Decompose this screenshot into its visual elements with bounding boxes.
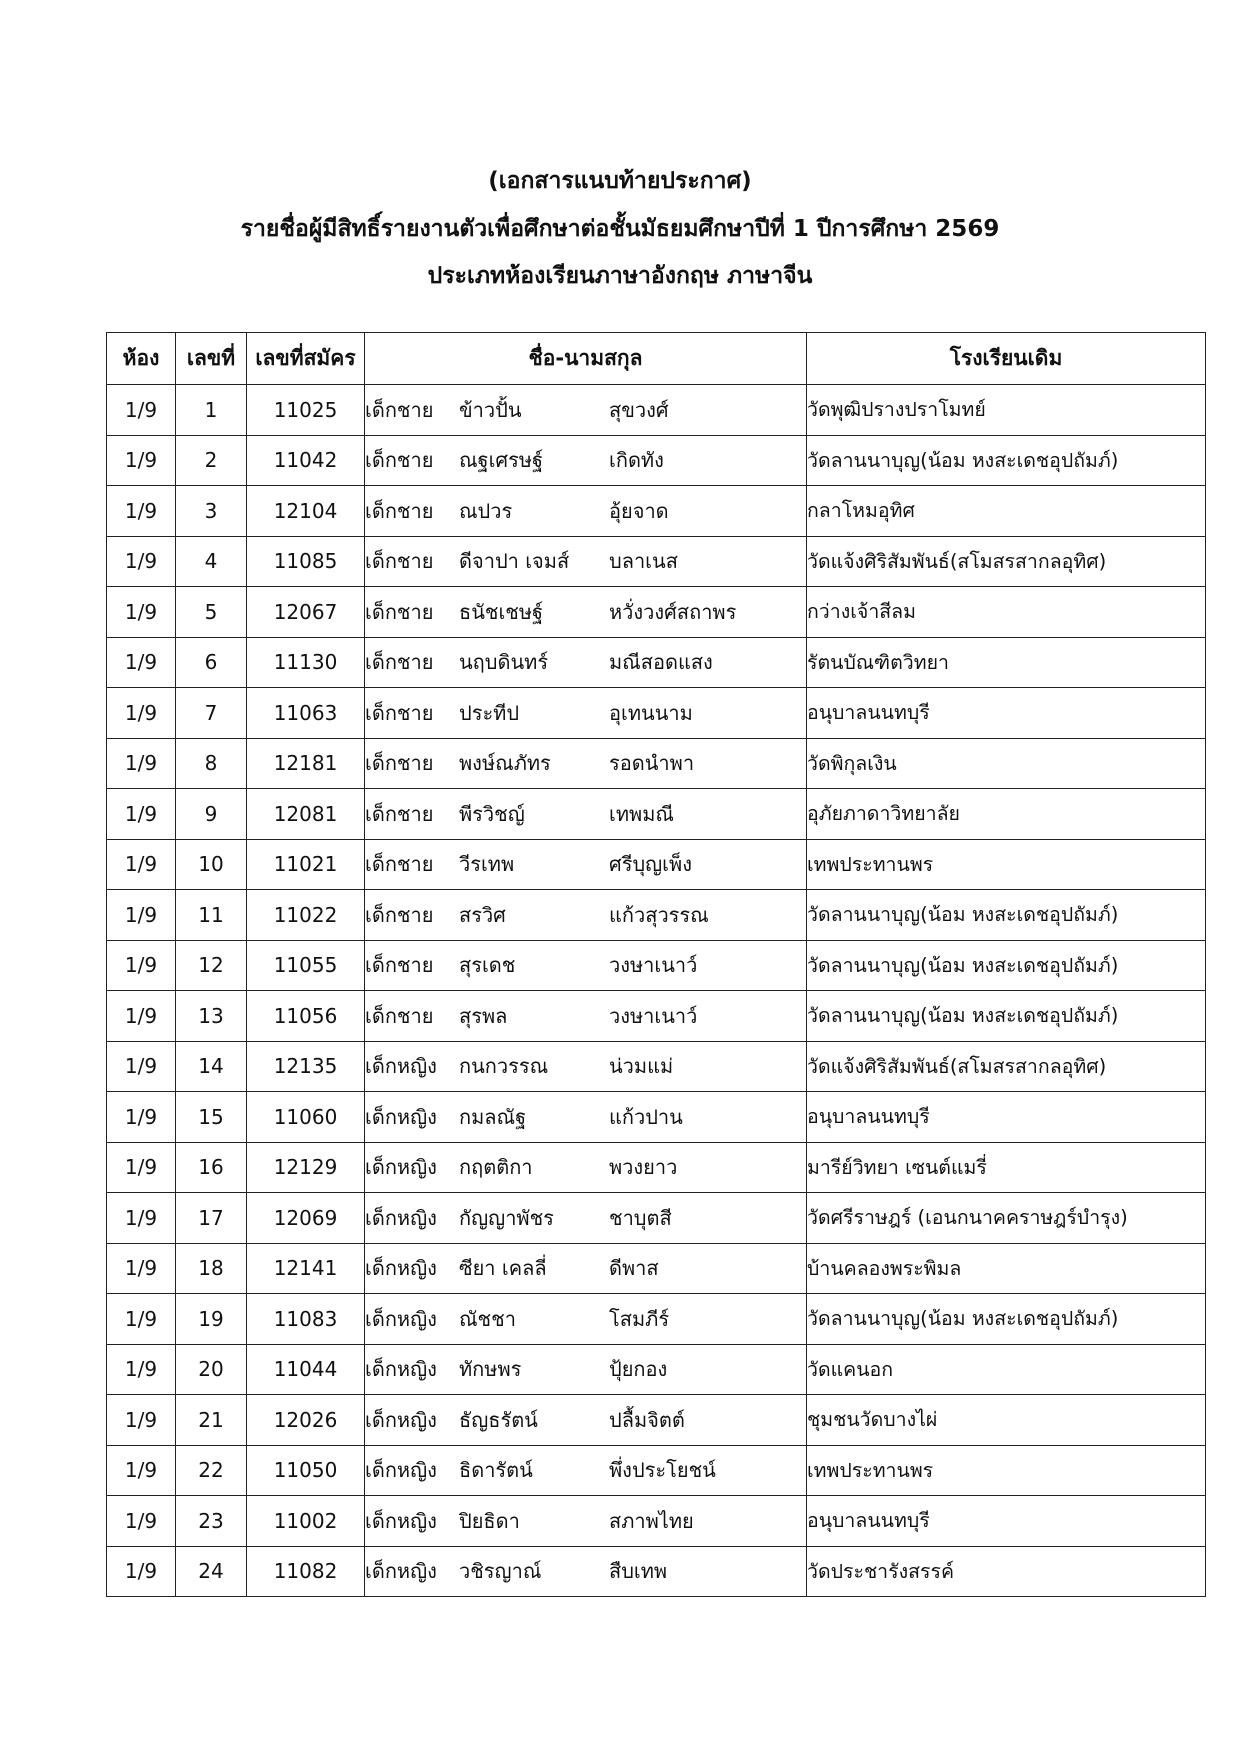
column-header-previous-school: โรงเรียนเดิม (807, 333, 1206, 385)
first-name: กมลณัฐ (459, 1104, 527, 1129)
cell-number: 22 (176, 1445, 247, 1496)
table-row (107, 940, 1206, 991)
cell-application-number: 12135 (247, 1041, 365, 1092)
cell-room: 1/9 (107, 688, 176, 739)
cell-room: 1/9 (107, 1041, 176, 1092)
table-row (107, 1294, 1206, 1345)
cell-number: 4 (176, 536, 247, 587)
name-prefix: เด็กชาย (365, 498, 434, 523)
cell-previous-school: วัดแคนอก (807, 1344, 1206, 1395)
cell-full-name (365, 536, 807, 587)
cell-application-number: 11082 (247, 1546, 365, 1597)
column-header-room: ห้อง (107, 333, 176, 385)
table-row (107, 1243, 1206, 1294)
cell-number: 16 (176, 1142, 247, 1193)
name-prefix: เด็กหญิง (365, 1559, 437, 1584)
cell-application-number: 11055 (247, 940, 365, 991)
last-name: สุขวงศ์ (609, 397, 669, 422)
name-prefix: เด็กหญิง (365, 1256, 437, 1281)
cell-previous-school: วัดลานนาบุญ(น้อม หงสะเดชอุปถัมภ์) (807, 890, 1206, 941)
cell-full-name (365, 486, 807, 537)
cell-previous-school: วัดลานนาบุญ(น้อม หงสะเดชอุปถัมภ์) (807, 435, 1206, 486)
cell-full-name (365, 637, 807, 688)
first-name: กัญญาพัชร (459, 1205, 554, 1230)
cell-number: 21 (176, 1395, 247, 1446)
first-name: ซียา เคลลี่ (459, 1256, 547, 1281)
cell-room: 1/9 (107, 1243, 176, 1294)
first-name: ปิยธิดา (459, 1508, 520, 1533)
table-row (107, 1193, 1206, 1244)
name-prefix: เด็กชาย (365, 902, 434, 927)
cell-application-number: 12129 (247, 1142, 365, 1193)
last-name: วงษาเนาว์ (609, 953, 698, 978)
name-prefix: เด็กชาย (365, 599, 434, 624)
name-prefix: เด็กหญิง (365, 1508, 437, 1533)
first-name: ทักษพร (459, 1357, 522, 1382)
cell-room: 1/9 (107, 486, 176, 537)
cell-application-number: 11022 (247, 890, 365, 941)
cell-room: 1/9 (107, 940, 176, 991)
column-header-application-number: เลขที่สมัคร (247, 333, 365, 385)
last-name: หวั่งวงศ์สถาพร (609, 599, 737, 624)
first-name: สรวิศ (459, 902, 506, 927)
last-name: ดีพาส (609, 1256, 659, 1281)
first-name: กฤตติกา (459, 1155, 533, 1180)
cell-previous-school: อนุบาลนนทบุรี (807, 688, 1206, 739)
table-body (107, 385, 1206, 1597)
cell-full-name (365, 890, 807, 941)
cell-room: 1/9 (107, 839, 176, 890)
column-header-number: เลขที่ (176, 333, 247, 385)
first-name: พีรวิชญ์ (459, 801, 525, 826)
cell-room: 1/9 (107, 435, 176, 486)
cell-full-name (365, 1294, 807, 1345)
cell-full-name (365, 1092, 807, 1143)
last-name: อุเทนนาม (609, 700, 693, 725)
cell-full-name (365, 1344, 807, 1395)
cell-full-name (365, 1041, 807, 1092)
name-prefix: เด็กชาย (365, 751, 434, 776)
cell-previous-school: วัดลานนาบุญ(น้อม หงสะเดชอุปถัมภ์) (807, 1294, 1206, 1345)
name-prefix: เด็กชาย (365, 650, 434, 675)
name-prefix: เด็กหญิง (365, 1205, 437, 1230)
cell-room: 1/9 (107, 1142, 176, 1193)
cell-application-number: 12141 (247, 1243, 365, 1294)
first-name: นฤบดินทร์ (459, 650, 549, 675)
table-row (107, 839, 1206, 890)
first-name: กนกวรรณ (459, 1054, 549, 1079)
name-prefix: เด็กหญิง (365, 1054, 437, 1079)
last-name: แก้วสุวรรณ (609, 902, 709, 927)
cell-application-number: 12067 (247, 587, 365, 638)
cell-previous-school: วัดพุฒิปรางปราโมทย์ (807, 385, 1206, 436)
cell-previous-school: วัดแจ้งศิริสัมพันธ์(สโมสรสากลอุทิศ) (807, 1041, 1206, 1092)
table-row (107, 890, 1206, 941)
cell-number: 18 (176, 1243, 247, 1294)
cell-number: 17 (176, 1193, 247, 1244)
cell-number: 14 (176, 1041, 247, 1092)
cell-full-name (365, 738, 807, 789)
cell-previous-school: อนุบาลนนทบุรี (807, 1496, 1206, 1547)
cell-number: 9 (176, 789, 247, 840)
cell-previous-school: มารีย์วิทยา เซนต์แมรี่ (807, 1142, 1206, 1193)
name-prefix: เด็กหญิง (365, 1306, 437, 1331)
cell-room: 1/9 (107, 536, 176, 587)
table-row (107, 991, 1206, 1042)
cell-number: 10 (176, 839, 247, 890)
table-row (107, 789, 1206, 840)
cell-full-name (365, 1395, 807, 1446)
cell-room: 1/9 (107, 385, 176, 436)
first-name: ดีจาปา เจมส์ (459, 549, 570, 574)
cell-application-number: 11060 (247, 1092, 365, 1143)
cell-room: 1/9 (107, 1546, 176, 1597)
cell-application-number: 11050 (247, 1445, 365, 1496)
cell-number: 7 (176, 688, 247, 739)
table-row (107, 688, 1206, 739)
name-prefix: เด็กชาย (365, 549, 434, 574)
table-row (107, 435, 1206, 486)
cell-number: 2 (176, 435, 247, 486)
cell-number: 3 (176, 486, 247, 537)
cell-full-name (365, 1546, 807, 1597)
cell-number: 12 (176, 940, 247, 991)
cell-full-name (365, 587, 807, 638)
last-name: เกิดทัง (609, 448, 664, 473)
cell-full-name (365, 435, 807, 486)
table-row (107, 738, 1206, 789)
table-row (107, 1041, 1206, 1092)
last-name: ปุ้ยกอง (609, 1357, 668, 1382)
cell-room: 1/9 (107, 890, 176, 941)
cell-full-name (365, 385, 807, 436)
last-name: ชาบุตสี (609, 1205, 672, 1230)
cell-room: 1/9 (107, 587, 176, 638)
cell-full-name (365, 789, 807, 840)
cell-previous-school: อุภัยภาดาวิทยาลัย (807, 789, 1206, 840)
cell-application-number: 11021 (247, 839, 365, 890)
first-name: สุรเดช (459, 953, 516, 978)
name-prefix: เด็กหญิง (365, 1155, 437, 1180)
cell-room: 1/9 (107, 1092, 176, 1143)
name-prefix: เด็กชาย (365, 953, 434, 978)
cell-number: 6 (176, 637, 247, 688)
first-name: ณฐเศรษฐ์ (459, 448, 544, 473)
name-prefix: เด็กหญิง (365, 1104, 437, 1129)
table-header-row (107, 333, 1206, 385)
cell-number: 11 (176, 890, 247, 941)
name-prefix: เด็กชาย (365, 448, 434, 473)
table-row (107, 637, 1206, 688)
cell-room: 1/9 (107, 738, 176, 789)
first-name: ประทีป (459, 700, 520, 725)
first-name: วีรเทพ (459, 852, 515, 877)
cell-previous-school: บ้านคลองพระพิมล (807, 1243, 1206, 1294)
cell-application-number: 11002 (247, 1496, 365, 1547)
last-name: สืบเทพ (609, 1559, 668, 1584)
name-prefix: เด็กชาย (365, 852, 434, 877)
cell-room: 1/9 (107, 1344, 176, 1395)
cell-number: 23 (176, 1496, 247, 1547)
last-name: แก้วปาน (609, 1104, 683, 1129)
cell-number: 19 (176, 1294, 247, 1345)
cell-number: 24 (176, 1546, 247, 1597)
cell-application-number: 12181 (247, 738, 365, 789)
cell-application-number: 11085 (247, 536, 365, 587)
cell-room: 1/9 (107, 1193, 176, 1244)
table-row (107, 1546, 1206, 1597)
cell-previous-school: ชุมชนวัดบางไผ่ (807, 1395, 1206, 1446)
cell-application-number: 11083 (247, 1294, 365, 1345)
cell-previous-school: อนุบาลนนทบุรี (807, 1092, 1206, 1143)
first-name: ณปวร (459, 498, 513, 523)
table-row (107, 587, 1206, 638)
cell-room: 1/9 (107, 1395, 176, 1446)
table-row (107, 385, 1206, 436)
cell-room: 1/9 (107, 1496, 176, 1547)
cell-number: 1 (176, 385, 247, 436)
cell-application-number: 12069 (247, 1193, 365, 1244)
cell-application-number: 11056 (247, 991, 365, 1042)
cell-previous-school: วัดลานนาบุญ(น้อม หงสะเดชอุปถัมภ์) (807, 991, 1206, 1042)
column-header-full-name: ชื่อ-นามสกุล (365, 333, 807, 385)
name-prefix: เด็กชาย (365, 801, 434, 826)
table-row (107, 536, 1206, 587)
cell-application-number: 12081 (247, 789, 365, 840)
first-name: ธัญธรัตน์ (459, 1407, 538, 1432)
first-name: ข้าวปั้น (459, 397, 522, 422)
cell-full-name (365, 1142, 807, 1193)
last-name: พึ่งประโยชน์ (609, 1458, 716, 1483)
cell-previous-school: เทพประทานพร (807, 839, 1206, 890)
cell-previous-school: วัดประชารังสรรค์ (807, 1546, 1206, 1597)
table-row (107, 1344, 1206, 1395)
name-prefix: เด็กหญิง (365, 1407, 437, 1432)
first-name: สุรพล (459, 1003, 508, 1028)
first-name: วชิรญาณ์ (459, 1559, 542, 1584)
cell-previous-school: วัดศรีราษฎร์ (เอนกนาคคราษฎร์บำรุง) (807, 1193, 1206, 1244)
cell-application-number: 11063 (247, 688, 365, 739)
cell-application-number: 12026 (247, 1395, 365, 1446)
cell-previous-school: กลาโหมอุทิศ (807, 486, 1206, 537)
cell-number: 13 (176, 991, 247, 1042)
cell-full-name (365, 839, 807, 890)
cell-room: 1/9 (107, 789, 176, 840)
first-name: ณัชชา (459, 1306, 516, 1331)
cell-application-number: 12104 (247, 486, 365, 537)
name-prefix: เด็กหญิง (365, 1458, 437, 1483)
cell-full-name (365, 1496, 807, 1547)
document-note-heading: (เอกสารแนบท้ายประกาศ) (488, 168, 752, 194)
cell-previous-school: วัดแจ้งศิริสัมพันธ์(สโมสรสากลอุทิศ) (807, 536, 1206, 587)
table-row (107, 1445, 1206, 1496)
name-prefix: เด็กหญิง (365, 1357, 437, 1382)
last-name: บลาเนส (609, 549, 678, 574)
cell-number: 20 (176, 1344, 247, 1395)
last-name: น่วมแม่ (609, 1054, 674, 1079)
name-prefix: เด็กชาย (365, 700, 434, 725)
cell-number: 5 (176, 587, 247, 638)
last-name: สภาพไทย (609, 1508, 694, 1533)
cell-full-name (365, 688, 807, 739)
last-name: มณีสอดแสง (609, 650, 713, 675)
cell-previous-school: เทพประทานพร (807, 1445, 1206, 1496)
cell-full-name (365, 940, 807, 991)
cell-full-name (365, 1193, 807, 1244)
last-name: รอดนำพา (609, 751, 695, 776)
cell-full-name (365, 991, 807, 1042)
cell-full-name (365, 1243, 807, 1294)
document-title: รายชื่อผู้มีสิทธิ์รายงานตัวเพื่อศึกษาต่อชั้นมัธยมศึกษาปีที่ 1 ปีการศึกษา 2569 (240, 216, 1000, 242)
last-name: เทพมณี (609, 801, 674, 826)
table-row (107, 1092, 1206, 1143)
first-name: พงษ์ณภัทร (459, 751, 551, 776)
cell-previous-school: รัตนบัณฑิตวิทยา (807, 637, 1206, 688)
cell-previous-school: วัดลานนาบุญ(น้อม หงสะเดชอุปถัมภ์) (807, 940, 1206, 991)
cell-previous-school: กว่างเจ้าสีลม (807, 587, 1206, 638)
cell-room: 1/9 (107, 637, 176, 688)
first-name: ธิดารัตน์ (459, 1458, 533, 1483)
cell-application-number: 11130 (247, 637, 365, 688)
name-prefix: เด็กชาย (365, 1003, 434, 1028)
cell-room: 1/9 (107, 1445, 176, 1496)
cell-room: 1/9 (107, 991, 176, 1042)
cell-application-number: 11025 (247, 385, 365, 436)
table-row (107, 486, 1206, 537)
cell-full-name (365, 1445, 807, 1496)
last-name: พวงยาว (609, 1155, 678, 1180)
name-prefix: เด็กชาย (365, 397, 434, 422)
student-roster-table (106, 332, 1206, 1597)
table-row (107, 1496, 1206, 1547)
cell-application-number: 11042 (247, 435, 365, 486)
last-name: โสมภีร์ (609, 1306, 670, 1331)
last-name: วงษาเนาว์ (609, 1003, 698, 1028)
first-name: ธนัชเชษฐ์ (459, 599, 544, 624)
cell-previous-school: วัดพิกุลเงิน (807, 738, 1206, 789)
cell-number: 8 (176, 738, 247, 789)
cell-number: 15 (176, 1092, 247, 1143)
document-subtitle: ประเภทห้องเรียนภาษาอังกฤษ ภาษาจีน (427, 263, 813, 289)
table-row (107, 1142, 1206, 1193)
last-name: ศรีบุญเพ็ง (609, 852, 692, 877)
cell-room: 1/9 (107, 1294, 176, 1345)
cell-application-number: 11044 (247, 1344, 365, 1395)
last-name: อุ้ยจาด (609, 498, 669, 523)
last-name: ปลื้มจิตต์ (609, 1407, 685, 1432)
table-row (107, 1395, 1206, 1446)
